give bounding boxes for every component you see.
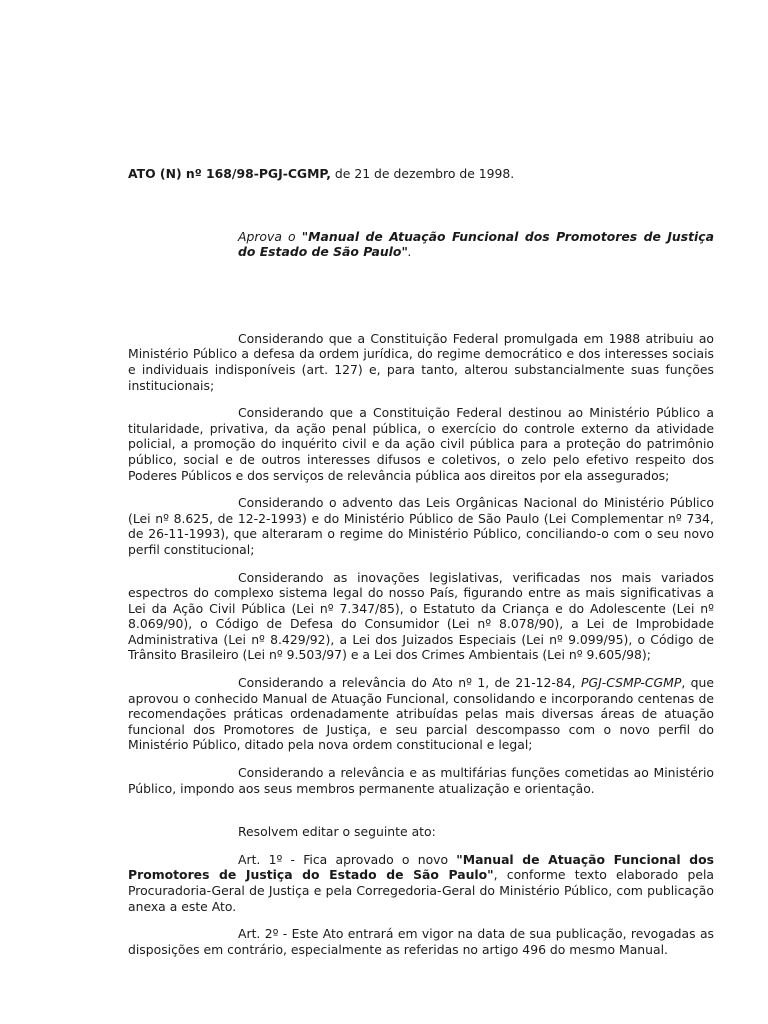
- considerando-paragraph: Considerando que a Constituição Federal promulgada em 1988 atribuiu ao Ministério Público a defesa da ordem jurídica, do regime democrático e dos interesses sociais e individuais indisponíveis (art. 127) e, para tanto, alterou substancialmente suas funções institucionais;: [128, 330, 714, 393]
- act-number: ATO (N) nº 168/98-PGJ-CGMP,: [128, 166, 331, 181]
- ementa-prefix: Aprova o: [238, 228, 302, 244]
- act-date: de 21 de dezembro de 1998.: [330, 166, 515, 181]
- resolvem-line: Resolvem editar o seguinte ato:: [238, 824, 436, 840]
- article-1: [128, 852, 714, 914]
- art1-manual-title: "Manual de Atuação Funcional dos Promotores de Justiça do Estado de São Paulo": [128, 851, 714, 883]
- considerando-paragraph: Considerando o advento das Leis Orgânicas Nacional do Ministério Público (Lei nº 8.625, de 12-2-1993) e do Ministério Público de São Paulo (Lei Complementar nº 734, de 26-11-1993), que alteraram o regime do Ministério Público, conciliando-o com o seu novo perfil constitucional;: [128, 495, 714, 557]
- art1-after: , conforme texto elaborado pela Procuradoria-Geral de Justiça e pela Corregedoria-Geral do Ministério Público, com publicação anexa a este Ato.: [128, 867, 714, 914]
- ementa-suffix: .: [407, 244, 412, 260]
- para5-before: Considerando a relevância do Ato nº 1, de 21-12-84,: [238, 675, 581, 691]
- ementa: [238, 229, 714, 260]
- considerando-paragraph: Considerando as inovações legislativas, verificadas nos mais variados espectros do complexo sistema legal do nosso País, figurando entre as mais significativas a Lei da Ação Civil Pública (Lei nº 7.347/85), o Estatuto da Criança e do Adolescente (Lei nº 8.069/90), o Código de Defesa do Consumidor (Lei nº 8.078/90), a Lei de Improbidade Administrativa (Lei nº 8.429/92), a Lei dos Juizados Especiais (Lei nº 9.099/95), o Código de Trânsito Brasileiro (Lei nº 9.503/97) e a Lei dos Crimes Ambientais (Lei nº 9.605/98);: [128, 569, 714, 663]
- ementa-manual-title: "Manual de Atuação Funcional dos Promotores de Justiça do Estado de São Paulo": [238, 228, 714, 260]
- considerando-paragraph: [128, 675, 714, 753]
- para5-after: , que aprovou o conhecido Manual de Atuação Funcional, consolidando e incorporando centenas de recomendações práticas ordenadamente atribuídas pelas mais diversas áreas de atuação funcional dos Promotores de Justiça, e seu parcial descompasso com o novo perfil do Ministério Público, ditado pela nova ordem constitucional e legal;: [128, 675, 714, 753]
- art1-before: Art. 1º - Fica aprovado o novo: [238, 851, 457, 867]
- considerando-paragraph: Considerando a relevância e as multifárias funções cometidas ao Ministério Público, impondo aos seus membros permanente atualização e orientação.: [128, 765, 714, 796]
- document-page: [128, 166, 714, 957]
- considerando-paragraph: Considerando que a Constituição Federal destinou ao Ministério Público a titularidade, privativa, da ação penal pública, o exercício do controle externo da atividade policial, a promoção do inquérito civil e da ação civil pública para a proteção do patrimônio público, social e de outros interesses difusos e coletivos, o zelo pelo efetivo respeito dos Poderes Públicos e dos serviços de relevância pública aos direitos por ela assegurados;: [128, 405, 714, 483]
- para5-act-ref: PGJ-CSMP-CGMP: [581, 675, 682, 691]
- act-heading: [128, 166, 714, 182]
- article-2: Art. 2º - Este Ato entrará em vigor na data de sua publicação, revogadas as disposições em contrário, especialmente as referidas no artigo 496 do mesmo Manual.: [128, 926, 714, 957]
